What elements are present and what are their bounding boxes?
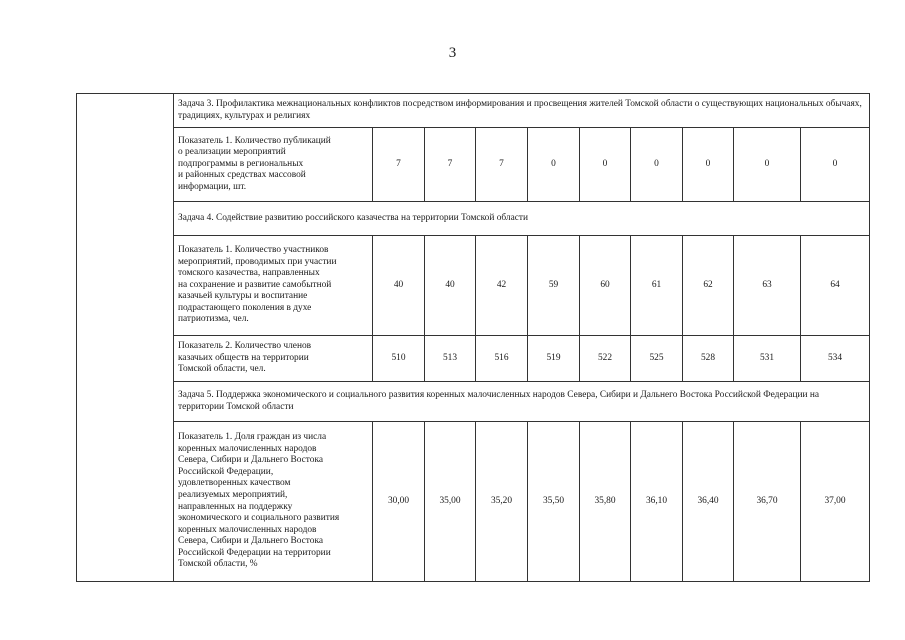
indicator-value: 42 [476, 236, 528, 336]
indicator-name: Показатель 1. Количество участников мероприятий, проводимых при участии томского казачества, направленных на сохранение и развитие самобытной казачьей культуры и воспитание подрастающего поколения в духе патриотизма, чел. [174, 236, 373, 336]
task-row [77, 202, 870, 236]
indicator-value: 40 [425, 236, 476, 336]
indicator-value: 40 [373, 236, 425, 336]
indicator-name: Показатель 1. Количество публикаций о реализации мероприятий подпрограммы в региональных и районных средствах массовой информации, шт. [174, 128, 373, 202]
task-row [77, 94, 870, 128]
indicator-value: 37,00 [801, 422, 870, 582]
indicator-value: 0 [683, 128, 734, 202]
page-number: 3 [448, 45, 457, 61]
task-title: Задача 3. Профилактика межнациональных конфликтов посредством информирования и просвещения жителей Томской области о существующих национальных обычаях, традициях, культурах и религиях [174, 94, 870, 128]
indicator-value: 522 [580, 336, 631, 382]
program-cell [77, 94, 174, 582]
indicator-value: 0 [528, 128, 580, 202]
indicator-value: 61 [631, 236, 683, 336]
table-body [77, 94, 870, 582]
indicator-value: 534 [801, 336, 870, 382]
indicator-value: 519 [528, 336, 580, 382]
indicator-value: 36,10 [631, 422, 683, 582]
indicator-row [77, 128, 870, 202]
indicator-value: 35,50 [528, 422, 580, 582]
indicator-value: 513 [425, 336, 476, 382]
indicator-value: 59 [528, 236, 580, 336]
indicator-value: 525 [631, 336, 683, 382]
task-row [77, 382, 870, 422]
indicator-value: 35,20 [476, 422, 528, 582]
indicator-row [77, 422, 870, 582]
indicator-value: 7 [373, 128, 425, 202]
indicator-value: 531 [734, 336, 801, 382]
indicator-value: 60 [580, 236, 631, 336]
indicator-value: 0 [801, 128, 870, 202]
indicator-value: 63 [734, 236, 801, 336]
indicator-value: 528 [683, 336, 734, 382]
indicator-value: 7 [425, 128, 476, 202]
indicator-name: Показатель 1. Доля граждан из числа коренных малочисленных народов Севера, Сибири и Дальнего Востока Российской Федерации, удовлетворенных качеством реализуемых мероприятий, направленных на поддержку экономического и социального развития коренных малочисленных народов Севера, Сибири и Дальнего Востока Российской Федерации на территории Томской области, % [174, 422, 373, 582]
indicators-table [76, 93, 870, 582]
indicator-value: 64 [801, 236, 870, 336]
indicator-value: 36,40 [683, 422, 734, 582]
indicator-name: Показатель 2. Количество членов казачьих обществ на территории Томской области, чел. [174, 336, 373, 382]
indicator-value: 510 [373, 336, 425, 382]
task-title: Задача 4. Содействие развитию российского казачества на территории Томской области [174, 202, 870, 236]
indicator-value: 35,80 [580, 422, 631, 582]
indicator-value: 36,70 [734, 422, 801, 582]
indicator-row [77, 236, 870, 336]
indicator-value: 7 [476, 128, 528, 202]
indicator-value: 516 [476, 336, 528, 382]
indicator-value: 30,00 [373, 422, 425, 582]
indicator-row [77, 336, 870, 382]
indicator-value: 0 [580, 128, 631, 202]
indicator-value: 0 [631, 128, 683, 202]
indicator-value: 62 [683, 236, 734, 336]
indicator-value: 35,00 [425, 422, 476, 582]
indicator-value: 0 [734, 128, 801, 202]
task-title: Задача 5. Поддержка экономического и социального развития коренных малочисленных народов Севера, Сибири и Дальнего Востока Российской Федерации на территории Томской области [174, 382, 870, 422]
